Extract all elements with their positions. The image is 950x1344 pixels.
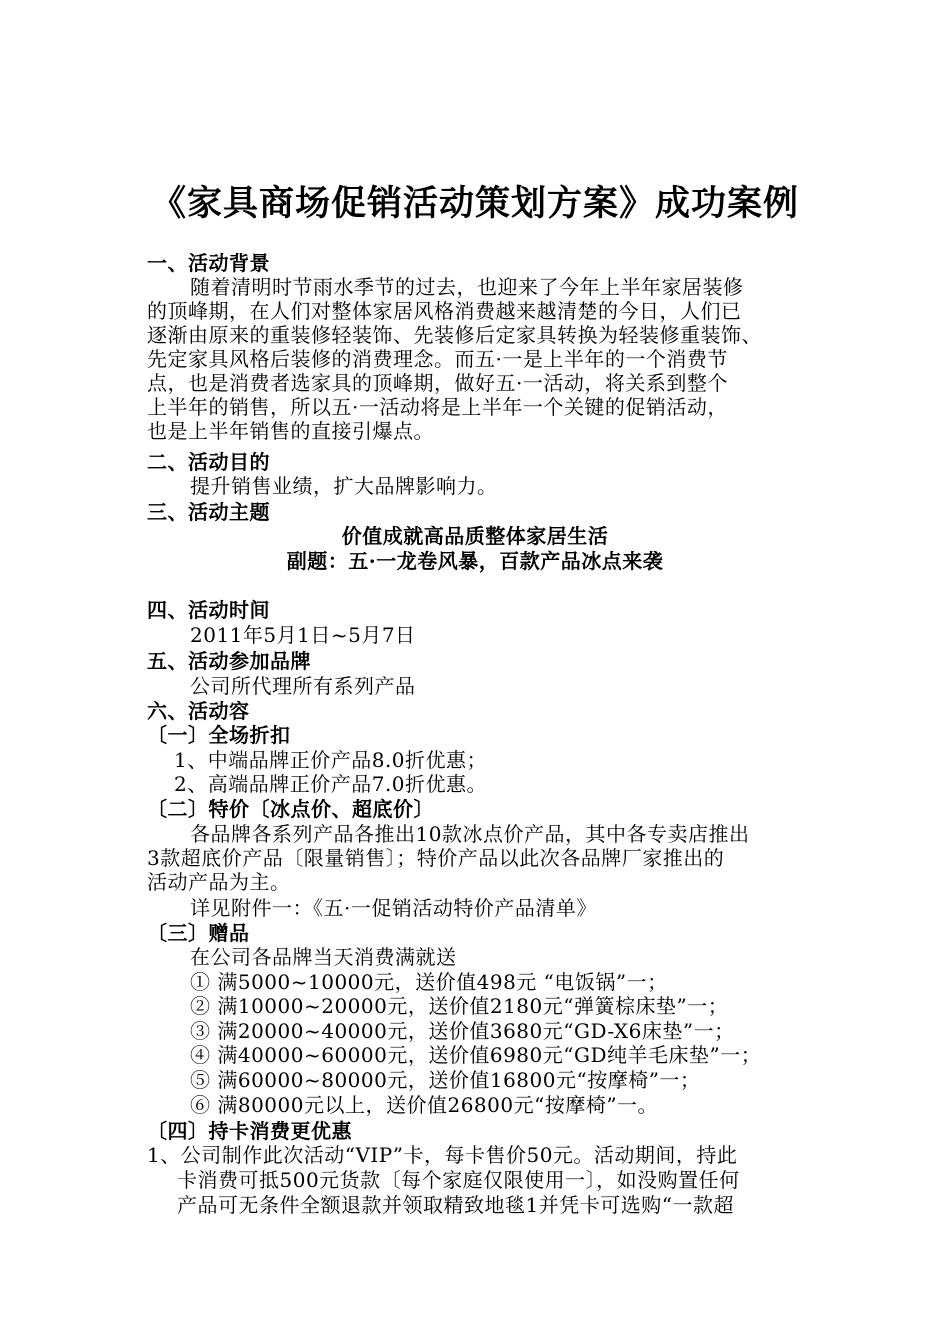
paragraph-line: 各品牌各系列产品各推出10款冰点价产品，其中各专卖店推出 bbox=[190, 822, 750, 846]
section-heading-purpose: 二、活动目的 bbox=[147, 450, 270, 474]
paragraph-line: 活动产品为主。 bbox=[147, 870, 291, 894]
appendix-note: 详见附件一：《五·一促销活动特价产品清单》 bbox=[190, 896, 597, 920]
list-item: 2、高端品牌正价产品7.0折优惠。 bbox=[174, 772, 488, 796]
paragraph-line: 2011年5月1日~5月7日 bbox=[190, 623, 416, 647]
gift-item: ① 满5000~10000元，送价值498元 “电饭锅”一； bbox=[190, 970, 668, 994]
paragraph-line: 点，也是消费者选家具的顶峰期，做好五·一活动，将关系到整个 bbox=[147, 371, 728, 395]
document-title: 《家具商场促销活动策划方案》成功案例 bbox=[150, 183, 799, 224]
paragraph-line: 卡消费可抵500元货款〔每个家庭仅限使用一〕，如没购置任何 bbox=[177, 1168, 740, 1192]
subsection-heading-card: 〔四〕持卡消费更优惠 bbox=[147, 1119, 352, 1143]
list-item: 1、中端品牌正价产品8.0折优惠； bbox=[174, 748, 488, 772]
section-heading-brands: 五、活动参加品牌 bbox=[147, 649, 311, 673]
paragraph-line: 上半年的销售，所以五·一活动将是上半年一个关键的促销活动， bbox=[147, 395, 728, 419]
paragraph-line: 随着清明时节雨水季节的过去，也迎来了今年上半年家居装修 bbox=[190, 275, 744, 299]
paragraph-line: 3款超底价产品〔限量销售〕；特价产品以此次各品牌厂家推出的 bbox=[147, 846, 725, 870]
subsection-heading-special-price: 〔二〕特价〔冰点价、超底价〕 bbox=[147, 797, 434, 821]
gift-item: ② 满10000~20000元，送价值2180元“弹簧棕床垫”一； bbox=[190, 994, 729, 1018]
gift-item: ⑤ 满60000~80000元，送价值16800元“按摩椅”一； bbox=[190, 1068, 701, 1092]
theme-text: 价值成就高品质整体家居生活 bbox=[341, 524, 609, 548]
paragraph-line: 1、公司制作此次活动“VIP”卡，每卡售价50元。活动期间，持此 bbox=[147, 1143, 738, 1167]
paragraph-line: 在公司各品牌当天消费满就送 bbox=[190, 945, 457, 969]
section-heading-time: 四、活动时间 bbox=[147, 598, 270, 622]
section-heading-content: 六、活动容 bbox=[147, 699, 250, 723]
subsection-heading-discount: 〔一〕全场折扣 bbox=[147, 723, 291, 747]
paragraph-line: 产品可无条件全额退款并领取精致地毯1并凭卡可选购“一款超 bbox=[177, 1193, 734, 1217]
paragraph-line: 公司所代理所有系列产品 bbox=[190, 674, 416, 698]
gift-item: ④ 满40000~60000元，送价值6980元“GD纯羊毛床垫”一； bbox=[190, 1043, 762, 1067]
gift-item: ③ 满20000~40000元，送价值3680元“GD-X6床垫”一； bbox=[190, 1019, 735, 1043]
subsection-heading-gifts: 〔三〕赠品 bbox=[147, 921, 250, 945]
theme-subtitle: 副题：五·一龙卷风暴，百款产品冰点来袭 bbox=[286, 549, 664, 573]
gift-item: ⑥ 满80000元以上，送价值26800元“按摩椅”一。 bbox=[190, 1093, 659, 1117]
paragraph-line: 逐渐由原来的重装修轻装饰、先装修后定家具转换为轻装修重装饰、 bbox=[147, 323, 762, 347]
section-heading-background: 一、活动背景 bbox=[147, 251, 270, 275]
paragraph-line: 先定家具风格后装修的消费理念。而五·一是上半年的一个消费节 bbox=[147, 347, 728, 371]
section-heading-theme: 三、活动主题 bbox=[147, 500, 270, 524]
paragraph-line: 也是上半年销售的直接引爆点。 bbox=[147, 419, 434, 443]
paragraph-line: 提升销售业绩，扩大品牌影响力。 bbox=[190, 474, 498, 498]
paragraph-line: 的顶峰期，在人们对整体家居风格消费越来越清楚的今日，人们已 bbox=[147, 299, 742, 323]
